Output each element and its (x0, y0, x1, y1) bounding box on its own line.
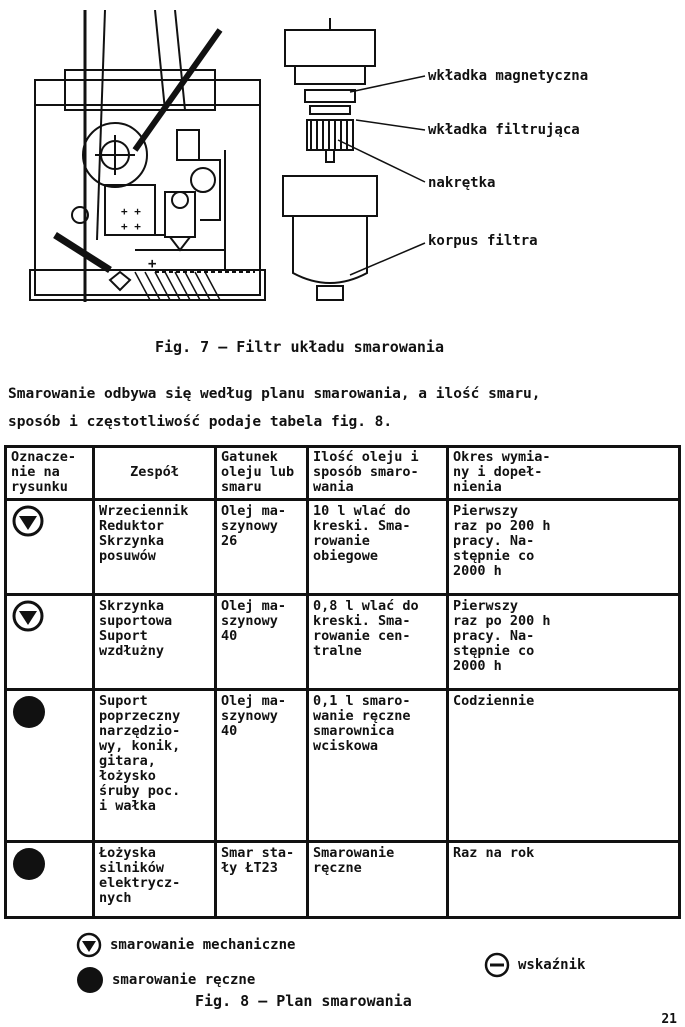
manual-lubrication-icon (11, 846, 47, 882)
svg-text:+: + (148, 256, 157, 272)
legend-mechanical-label: smarowanie mechaniczne (110, 937, 296, 953)
header-marking: Oznacze- nie na rysunku (6, 447, 94, 500)
svg-text:+ +: + + (121, 220, 141, 233)
mechanical-lubrication-icon (11, 599, 45, 633)
row-amount-method: 0,8 l wlać do kreski. Sma- rowanie cen- tralne (308, 595, 448, 690)
legend-indicator-label: wskaźnik (518, 957, 586, 973)
row-oil-type: Olej ma- szynowy 40 (216, 595, 308, 690)
indicator-icon (484, 952, 510, 978)
legend-manual (76, 966, 255, 994)
row-unit: Suport poprzeczny narzędzio- wy, konik, gitara, łożysko śruby poc. i wałka (94, 690, 216, 842)
row-interval: Raz na rok (448, 842, 680, 918)
row-oil-type: Olej ma- szynowy 26 (216, 500, 308, 595)
row-interval: Pierwszy raz po 200 h pracy. Na- stępnie co 2000 h (448, 595, 680, 690)
label-leader-lines (330, 60, 430, 280)
header-interval: Okres wymia- ny i dopeł- nienia (448, 447, 680, 500)
page-number: 21 (661, 1012, 677, 1027)
legend-manual-label: smarowanie ręczne (112, 972, 256, 988)
legend-mechanical (76, 932, 295, 958)
mechanical-lubrication-icon (11, 504, 45, 538)
table-row (6, 500, 680, 595)
row-unit: Skrzynka suportowa Suport wzdłużny (94, 595, 216, 690)
row-amount-method: 0,1 l smaro- wanie ręczne smarownica wciskowa (308, 690, 448, 842)
figure-7-caption: Fig. 7 – Filtr układu smarowania (155, 338, 444, 356)
header-amount-method: Ilość oleju i sposób smaro- wania (308, 447, 448, 500)
row-unit: Łożyska silników elektrycz- nych (94, 842, 216, 918)
row-amount-method: Smarowanie ręczne (308, 842, 448, 918)
headstock-schematic (25, 10, 270, 302)
filter-insert-label: wkładka filtrująca (428, 122, 580, 138)
nut-label: nakrętka (428, 175, 496, 191)
intro-paragraph (8, 380, 680, 436)
table-row (6, 595, 680, 690)
row-amount-method: 10 l wlać do kreski. Sma- rowanie obiegowe (308, 500, 448, 595)
manual-lubrication-icon (11, 694, 47, 730)
manual-lubrication-icon (76, 966, 104, 994)
lubrication-plan-table (4, 445, 681, 919)
row-symbol (6, 842, 94, 918)
table-header-row (6, 447, 680, 500)
svg-text:+ +: + + (121, 205, 141, 218)
row-interval: Pierwszy raz po 200 h pracy. Na- stępnie co 2000 h (448, 500, 680, 595)
mechanical-lubrication-icon (76, 932, 102, 958)
header-unit: Zespół (94, 447, 216, 500)
row-symbol (6, 690, 94, 842)
row-symbol (6, 595, 94, 690)
paragraph-line: Smarowanie odbywa się według planu smarowania, a ilość smaru, (8, 386, 541, 402)
figure-8-caption: Fig. 8 – Plan smarowania (195, 992, 412, 1010)
table-row (6, 842, 680, 918)
row-interval: Codziennie (448, 690, 680, 842)
row-oil-type: Olej ma- szynowy 40 (216, 690, 308, 842)
row-unit: Wrzeciennik Reduktor Skrzynka posuwów (94, 500, 216, 595)
table-row (6, 690, 680, 842)
row-oil-type: Smar sta- ły ŁT23 (216, 842, 308, 918)
row-symbol (6, 500, 94, 595)
paragraph-line: sposób i częstotliwość podaje tabela fig. 8. (8, 414, 393, 430)
filter-body-label: korpus filtra (428, 233, 538, 249)
magnetic-insert-label: wkładka magnetyczna (428, 68, 589, 84)
header-oil-type: Gatunek oleju lub smaru (216, 447, 308, 500)
legend-indicator (484, 952, 585, 978)
